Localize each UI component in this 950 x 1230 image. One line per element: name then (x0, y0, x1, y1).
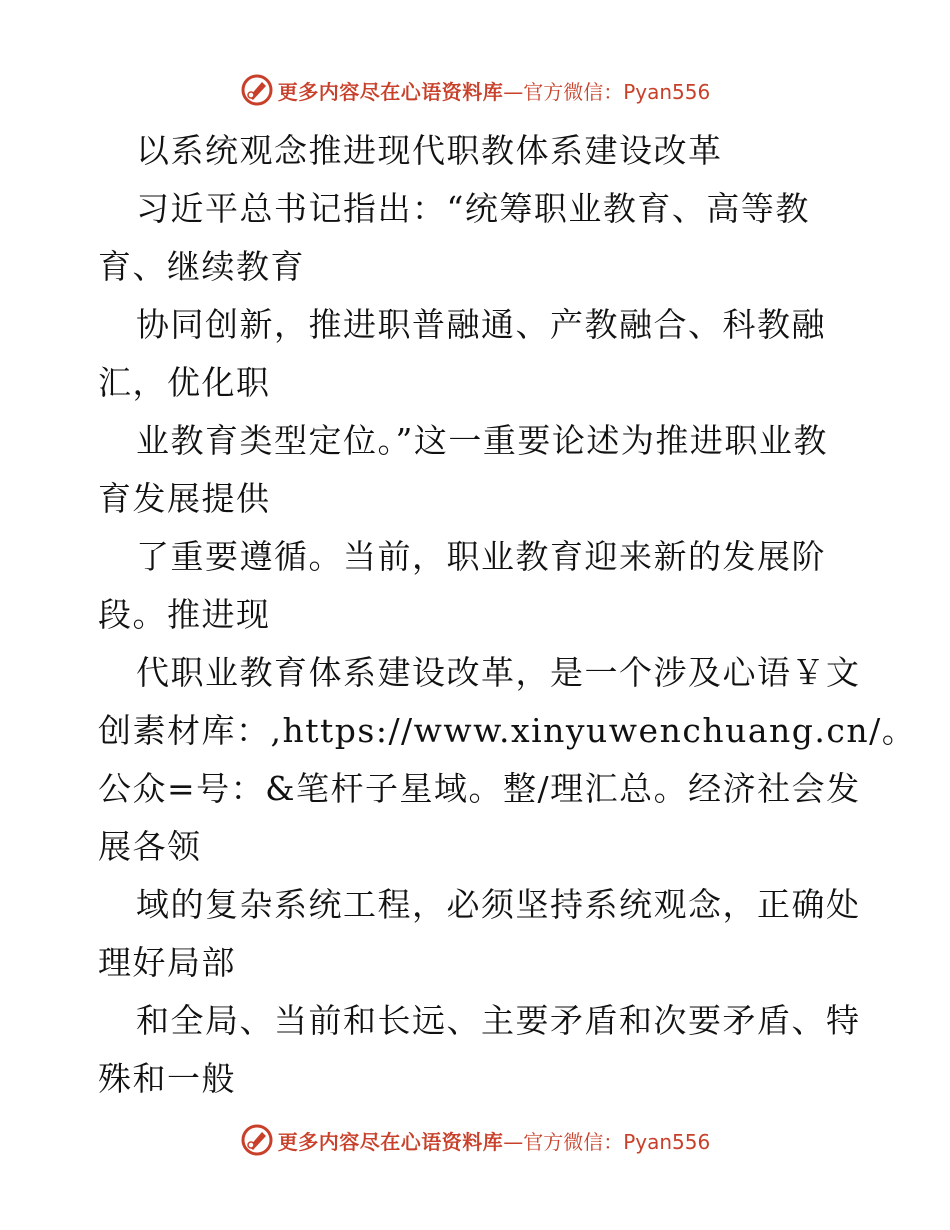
document-line: 段。推进现 (98, 595, 271, 634)
document-line: 殊和一般 (98, 1059, 236, 1098)
seal-logo-icon (240, 73, 274, 107)
seal-logo-icon (240, 1123, 274, 1157)
document-line: 理好局部 (98, 943, 236, 982)
header-site-text: 更多内容尽在心语资料库 (277, 79, 504, 104)
document-line: 创素材库：,https://www.xinyuwenchuang.cn/。 (98, 711, 917, 750)
document-line: 和全局、当前和长远、主要矛盾和次要矛盾、特 (136, 1001, 861, 1040)
document-line: 育发展提供 (98, 479, 271, 518)
document-line: 展各领 (98, 827, 202, 866)
document-line: 代职业教育体系建设改革，是一个涉及心语￥文 (136, 653, 861, 692)
header-wechat-text: —官方微信：Pyan556 (503, 79, 711, 104)
document-line: 域的复杂系统工程，必须坚持系统观念，正确处 (136, 885, 861, 924)
document-body (98, 122, 917, 1108)
document-line: 汇，优化职 (98, 363, 271, 402)
document-line: 了重要遵循。当前，职业教育迎来新的发展阶 (136, 537, 826, 576)
document-line: 以系统观念推进现代职教体系建设改革 (136, 131, 723, 170)
header-banner (0, 70, 950, 110)
footer-site-text: 更多内容尽在心语资料库 (277, 1129, 504, 1154)
document-line: 业教育类型定位。”这一重要论述为推进职业教 (136, 421, 828, 460)
footer-banner (0, 1120, 950, 1160)
document-line: 公众=号：&笔杆子星域。整/理汇总。经济社会发 (98, 769, 861, 808)
footer-wechat-text: —官方微信：Pyan556 (503, 1129, 711, 1154)
document-line: 协同创新，推进职普融通、产教融合、科教融 (136, 305, 826, 344)
document-line: 习近平总书记指出：“统筹职业教育、高等教 (136, 189, 810, 228)
document-line: 育、继续教育 (98, 247, 305, 286)
